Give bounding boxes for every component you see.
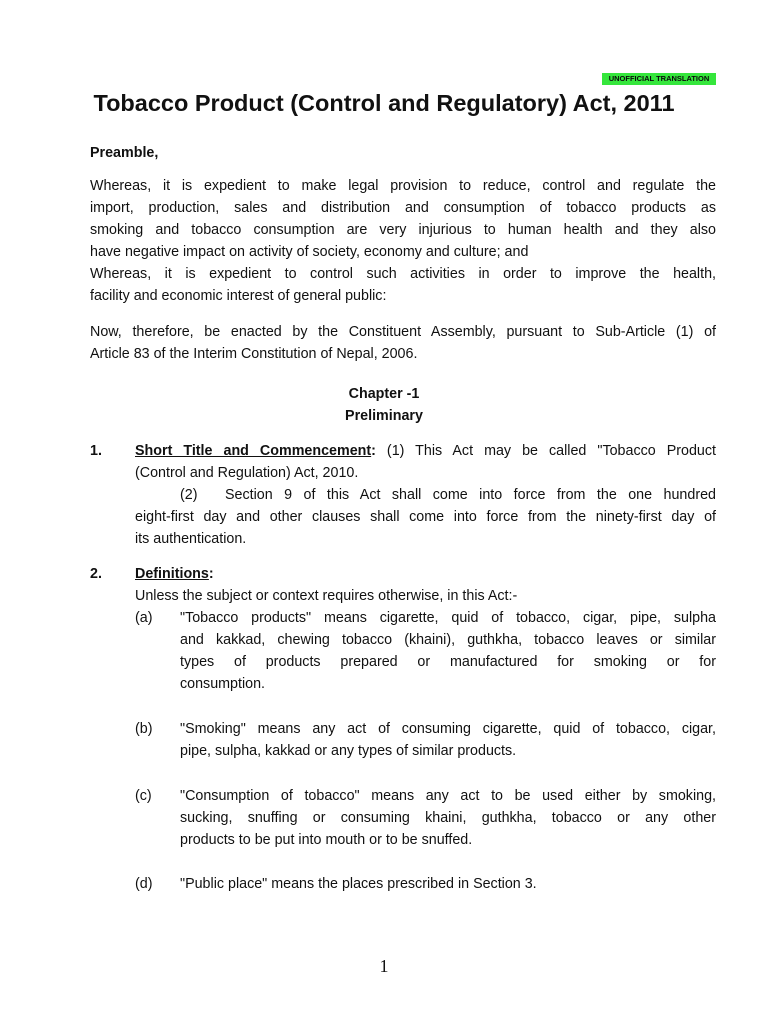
chapter-name: Preliminary — [345, 408, 423, 424]
preamble-p1-line1: Whereas, it is expedient to make legal provision to reduce, control and regulate the — [90, 178, 716, 194]
section-1-sub2-label: (2) — [180, 487, 198, 503]
definition-a-line3: types of products prepared or manufactured for smoking or for — [180, 654, 716, 670]
section-2-intro: Unless the subject or context requires otherwise, in this Act:- — [135, 588, 518, 604]
section-2-heading-line — [135, 563, 214, 585]
preamble-p1-line4: have negative impact on activity of society, economy and culture; and — [90, 244, 529, 260]
section-2-heading: Definitions — [135, 566, 209, 582]
chapter-number: Chapter -1 — [348, 386, 420, 402]
act-title: Tobacco Product (Control and Regulatory) Act, 2011 — [93, 90, 675, 116]
definition-a-line1: "Tobacco products" means cigarette, quid of tobacco, cigar, pipe, sulpha — [180, 610, 716, 626]
section-1-colon: : — [371, 443, 376, 459]
definition-a-line2: and kakkad, chewing tobacco (khaini), guthkha, tobacco leaves or similar — [180, 632, 716, 648]
page-number: 1 — [379, 956, 389, 976]
definition-c-line3: products to be put into mouth or to be snuffed. — [180, 832, 473, 848]
section-1-sub2-line2: eight-first day and other clauses shall come into force from the ninety-first day of — [135, 509, 716, 525]
definition-b-line2: pipe, sulpha, kakkad or any types of similar products. — [180, 743, 517, 759]
preamble-heading: Preamble, — [90, 145, 159, 161]
unofficial-translation-badge: UNOFFICIAL TRANSLATION — [602, 73, 716, 85]
preamble-p3-line1: Now, therefore, be enacted by the Constituent Assembly, pursuant to Sub-Article (1) of — [90, 324, 716, 340]
preamble-p2-line1: Whereas, it is expedient to control such activities in order to improve the health, — [90, 266, 716, 282]
definition-b-label: (b) — [135, 721, 153, 737]
section-1-number: 1. — [90, 443, 102, 459]
preamble-p2-line2: facility and economic interest of general public: — [90, 288, 387, 304]
preamble-p1-line3: smoking and tobacco consumption are very injurious to human health and they also — [90, 222, 716, 238]
definition-c-line1: "Consumption of tobacco" means any act to be used either by smoking, — [180, 788, 716, 804]
section-1-heading: Short Title and Commencement — [135, 443, 372, 459]
definition-d-label: (d) — [135, 876, 153, 892]
definition-a-label: (a) — [135, 610, 153, 626]
preamble-p3-line2: Article 83 of the Interim Constitution of Nepal, 2006. — [90, 346, 418, 362]
section-1-line1-rest: (1) This Act may be called "Tobacco Product — [375, 443, 716, 459]
definition-c-line2: sucking, snuffing or consuming khaini, guthkha, tobacco or any other — [180, 810, 716, 826]
definition-a-line4: consumption. — [180, 676, 266, 692]
definition-b-line1: "Smoking" means any act of consuming cigarette, quid of tobacco, cigar, — [180, 721, 716, 737]
section-1-sub2-line1: Section 9 of this Act shall come into force from the one hundred — [225, 487, 716, 503]
section-1-line1 — [135, 440, 716, 462]
preamble-p1-line2: import, production, sales and distribution and consumption of tobacco products as — [90, 200, 716, 216]
section-1-sub2-line3: its authentication. — [135, 531, 247, 547]
section-1-line2: (Control and Regulation) Act, 2010. — [135, 465, 359, 481]
section-2-colon: : — [208, 566, 214, 582]
section-2-number: 2. — [90, 566, 102, 582]
definition-c-label: (c) — [135, 788, 152, 804]
definition-d-line1: "Public place" means the places prescribed in Section 3. — [180, 876, 537, 892]
